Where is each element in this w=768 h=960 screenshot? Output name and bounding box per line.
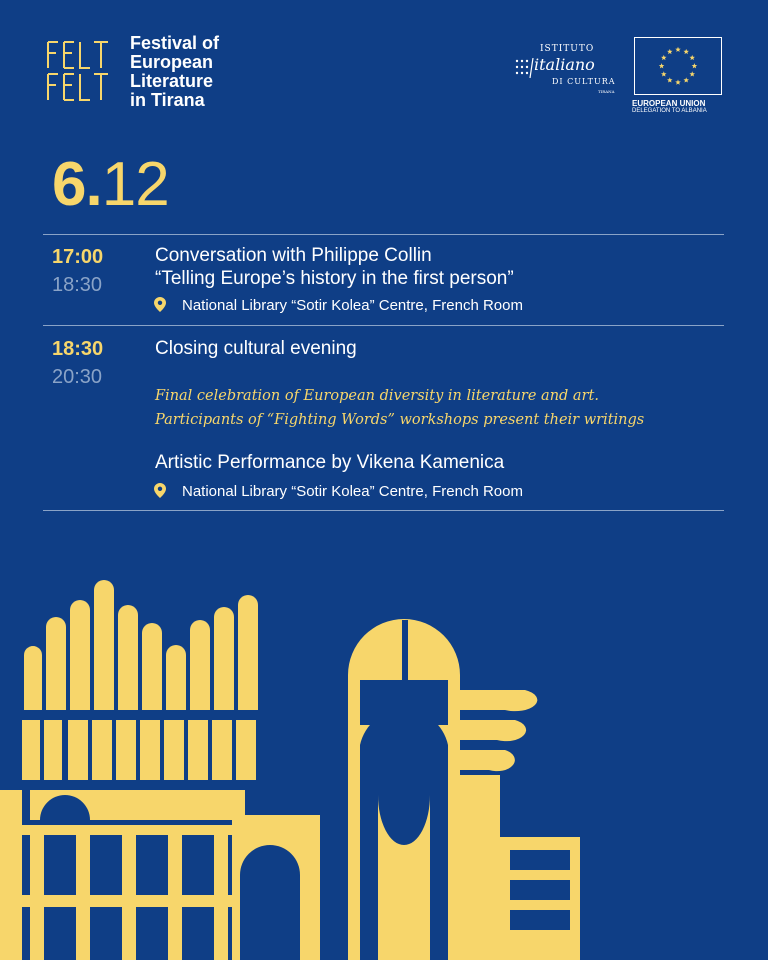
eu-name: EUROPEAN UNION bbox=[632, 99, 706, 108]
eu-star-icon bbox=[661, 71, 667, 76]
event-venue: National Library “Sotir Kolea” Centre, French Room bbox=[182, 297, 523, 314]
eu-star-icon bbox=[683, 49, 689, 54]
iic-line-3: DI CULTURA bbox=[552, 77, 616, 86]
festival-title bbox=[130, 34, 280, 110]
date-month: 12 bbox=[101, 150, 169, 219]
location-pin-icon bbox=[154, 297, 166, 312]
eu-star-icon bbox=[667, 49, 673, 54]
felt-logo bbox=[44, 38, 112, 104]
divider bbox=[43, 325, 724, 326]
architecture-illustration bbox=[0, 575, 768, 960]
divider bbox=[43, 510, 724, 511]
date-day: 6. bbox=[52, 150, 102, 219]
festival-title-line: Festival of bbox=[130, 33, 220, 53]
event-description: Final celebration of European diversity in literature and art. bbox=[155, 388, 599, 404]
event-subtitle: Artistic Performance by Vikena Kamenica bbox=[155, 452, 505, 473]
event-end-time: 20:30 bbox=[52, 366, 103, 388]
divider bbox=[43, 234, 724, 235]
event-title: “Telling Europe’s history in the first person” bbox=[155, 268, 514, 289]
eu-delegation: DELEGATION TO ALBANIA bbox=[632, 108, 707, 114]
iic-line-2: italiano bbox=[534, 55, 595, 74]
event-start-time: 17:00 bbox=[52, 246, 104, 268]
istituto-italiano-logo bbox=[512, 42, 622, 102]
eu-star-icon bbox=[661, 55, 667, 60]
eu-star-icon bbox=[689, 55, 695, 60]
iic-line-1: ISTITUTO bbox=[540, 44, 595, 54]
event-title: Conversation with Philippe Collin bbox=[155, 245, 432, 266]
eu-star-icon bbox=[675, 80, 681, 85]
eu-star-icon bbox=[667, 77, 673, 82]
location-pin-icon bbox=[154, 483, 166, 498]
eu-star-icon bbox=[683, 77, 689, 82]
iic-line-4: TIRANA bbox=[598, 89, 615, 94]
event-start-time: 18:30 bbox=[52, 338, 104, 360]
eu-star-icon bbox=[692, 63, 698, 68]
event-date bbox=[52, 150, 169, 220]
festival-title-line: Literature bbox=[130, 71, 214, 91]
event-title: Closing cultural evening bbox=[155, 338, 357, 359]
event-description: Participants of “Fighting Words” workshops present their writings bbox=[155, 412, 645, 428]
eu-star-icon bbox=[675, 47, 681, 52]
festival-title-line: in Tirana bbox=[130, 90, 205, 110]
eu-star-icon bbox=[689, 71, 695, 76]
festival-title-line: European bbox=[130, 52, 214, 72]
event-end-time: 18:30 bbox=[52, 274, 103, 296]
eu-flag-icon bbox=[634, 37, 722, 95]
eu-star-icon bbox=[659, 63, 665, 68]
event-venue: National Library “Sotir Kolea” Centre, French Room bbox=[182, 483, 523, 500]
